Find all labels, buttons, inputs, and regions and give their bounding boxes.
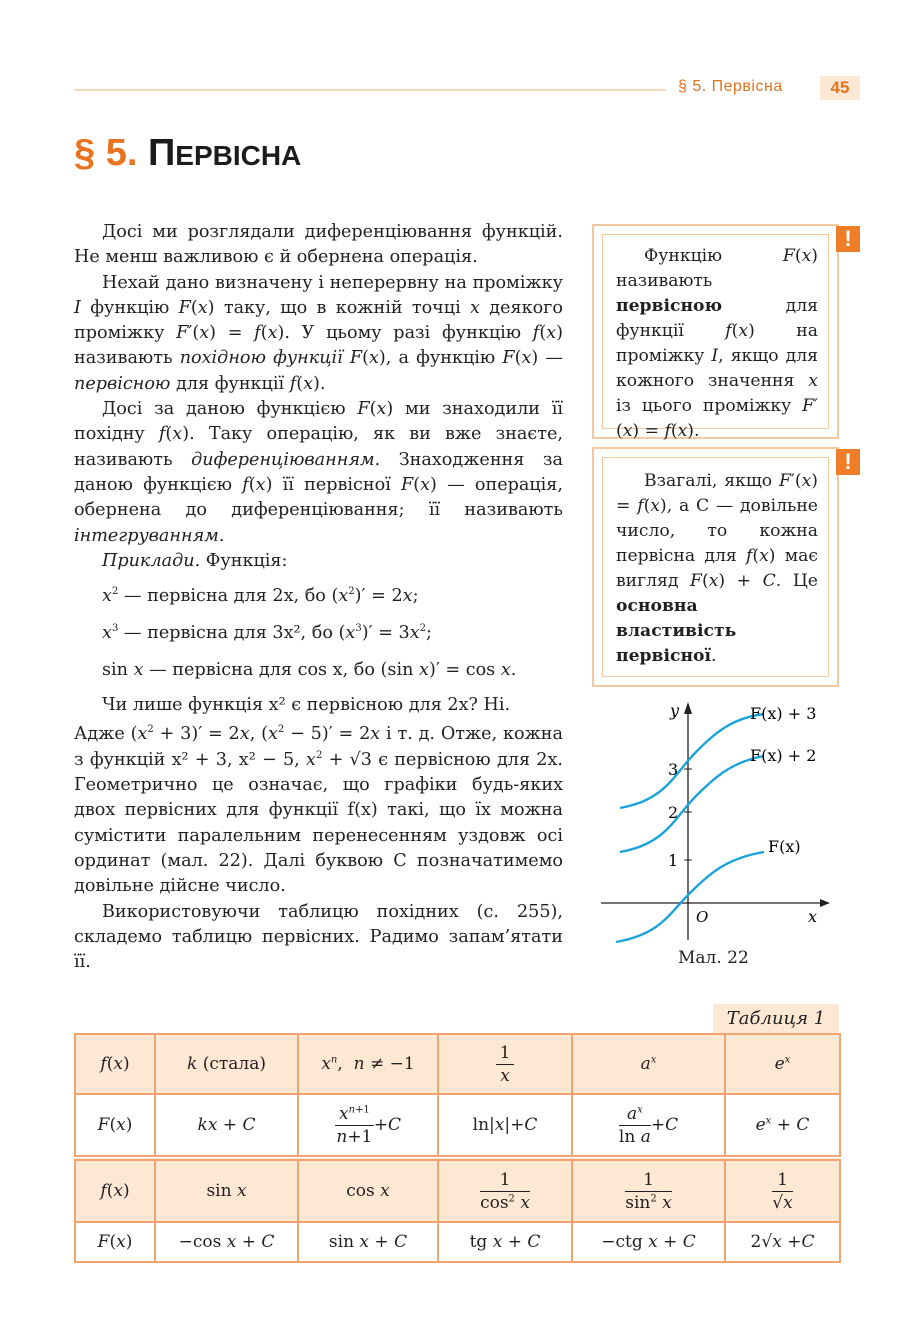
attention-icon: ! bbox=[836, 226, 860, 252]
curve-f-plus-2 bbox=[620, 756, 764, 852]
table-label: Таблиця 1 bbox=[713, 1004, 839, 1033]
table-cell: F(x) bbox=[75, 1094, 155, 1158]
attention-icon: ! bbox=[836, 449, 860, 475]
table-cell: f(x) bbox=[75, 1034, 155, 1094]
table-cell: $\frac{1}{\sin^2 x}$ bbox=[572, 1158, 725, 1222]
page-number: 45 bbox=[820, 76, 860, 100]
antiderivative-graph bbox=[596, 696, 836, 946]
paragraph-geometry: Адже $(x^2 + 3)' = 2x$, $(x^2 - 5)' = 2x$ і т. д. Отже, кожна з функцій x² + 3, x² − 5, $x^2 + √3$ є первісною для 2x. Геометрично це означає, що графіки будь-яких двох первісних для функції f(x) такі, що їх можна сумістити паралельним перенесенням уздовж осі ординат (мал. 22). Далі буквою C позначатимемо довільне дійсне число. bbox=[74, 724, 564, 897]
table-cell: tg x + C bbox=[438, 1222, 572, 1262]
table-cell: $x^n$, n ≠ −1 bbox=[298, 1034, 438, 1094]
tick-label-3: 3 bbox=[668, 760, 679, 779]
table-cell: $e^x + C$ bbox=[725, 1094, 840, 1158]
table-cell: −cos x + C bbox=[155, 1222, 298, 1262]
table-row bbox=[75, 1158, 840, 1222]
examples-heading: Приклади. Функція: bbox=[102, 550, 288, 571]
table-cell: ln|x|+C bbox=[438, 1094, 572, 1158]
tick-label-2: 2 bbox=[668, 803, 679, 822]
example-line-3: sin x — первісна для cos x, бо (sin x)′ = cos x. bbox=[102, 660, 517, 681]
table-cell: $\frac{1}{\cos^2 x}$ bbox=[438, 1158, 572, 1222]
paragraph-table-intro: Використовуючи таблицю похідних (с. 255), складемо таблицю первісних. Радимо запам’ятати її. bbox=[74, 901, 563, 973]
main-text bbox=[74, 220, 563, 975]
antiderivatives-table bbox=[74, 1033, 841, 1263]
title-first-letter: П bbox=[147, 132, 176, 174]
table-row bbox=[75, 1222, 840, 1262]
curve-label-f-plus-3: F(x) + 3 bbox=[750, 704, 817, 723]
x-axis-arrow bbox=[820, 899, 830, 907]
title-rest: ЕРВІСНА bbox=[175, 140, 302, 171]
table-cell: −ctg x + C bbox=[572, 1222, 725, 1262]
table-cell: cos x bbox=[298, 1158, 438, 1222]
table-cell: $\frac{1}{√x}$ bbox=[725, 1158, 840, 1222]
header-rule bbox=[74, 89, 666, 91]
table-cell: f(x) bbox=[75, 1158, 155, 1222]
property-box bbox=[592, 447, 839, 687]
y-axis-arrow bbox=[684, 702, 692, 714]
table-cell: $\frac{a^x}{\text{ln a}}$ +C bbox=[572, 1094, 725, 1158]
curve-label-f: F(x) bbox=[768, 837, 801, 856]
table-cell: $a^x$ bbox=[572, 1034, 725, 1094]
example-line-1: $x^2$ — первісна для 2x, бо $(x^2)' = 2x$; bbox=[102, 586, 419, 607]
property-text: Взагалі, якщо F′(x) = f(x), а C — довільне число, то кожна первісна для f(x) має вигляд F(x) + C. Це основна властивість первісної. bbox=[616, 471, 818, 666]
table-row bbox=[75, 1094, 840, 1158]
x-axis-label: x bbox=[808, 907, 818, 926]
origin-label: O bbox=[696, 908, 709, 926]
paragraph-definition: Нехай дано визначену і неперервну на проміжку I функцію F(x) таку, що в кожній точці x деякого проміжку F′(x) = f(x). У цьому разі функцію f(x) називають похідною функції F(x), а функцію F(x) — первісною для функції f(x). bbox=[74, 272, 564, 394]
example-line-2: $x^3$ — первісна для 3x², бо $(x^3)' = 3x^2$; bbox=[102, 623, 432, 644]
table-cell: F(x) bbox=[75, 1222, 155, 1262]
tick-label-1: 1 bbox=[668, 851, 679, 870]
table-row bbox=[75, 1034, 840, 1094]
y-axis-label: y bbox=[670, 701, 680, 720]
table-cell: sin x + C bbox=[298, 1222, 438, 1262]
paragraph-intro: Досі ми розглядали диференціювання функцій. Не менш важливою є й обернена операція. bbox=[74, 222, 563, 268]
paragraph-question: Чи лише функція x² є первісною для 2x? Ні. bbox=[102, 695, 511, 716]
title-number: § 5. bbox=[74, 132, 138, 174]
figure-caption: Мал. 22 bbox=[678, 948, 749, 968]
table-cell: $\frac{1}{x}$ bbox=[438, 1034, 572, 1094]
table-cell: kx + C bbox=[155, 1094, 298, 1158]
definition-text: Функцію F(x) називають первісною для функції f(x) на проміжку I, якщо для кожного значення x із цього проміжку F′(x) = f(x). bbox=[616, 246, 818, 441]
table-cell: $e^x$ bbox=[725, 1034, 840, 1094]
curve-label-f-plus-2: F(x) + 2 bbox=[750, 746, 817, 765]
curve-f bbox=[616, 852, 764, 942]
page-title bbox=[74, 132, 301, 175]
table-cell: $\frac{x^{n+1}}{n+1}$ +C bbox=[298, 1094, 438, 1158]
running-header: § 5. Первісна bbox=[678, 78, 783, 95]
definition-box bbox=[592, 224, 839, 439]
table-cell: 2√x +C bbox=[725, 1222, 840, 1262]
table-cell: k (стала) bbox=[155, 1034, 298, 1094]
paragraph-integration: Досі за даною функцією F(x) ми знаходили її похідну f(x). Таку операцію, як ви вже знаєте, називають диференціюванням. Знаходження за даною функцією f(x) її первісної F(x) — операція, обернена до диференціювання; її називають інтегруванням. bbox=[74, 399, 564, 546]
table-cell: sin x bbox=[155, 1158, 298, 1222]
